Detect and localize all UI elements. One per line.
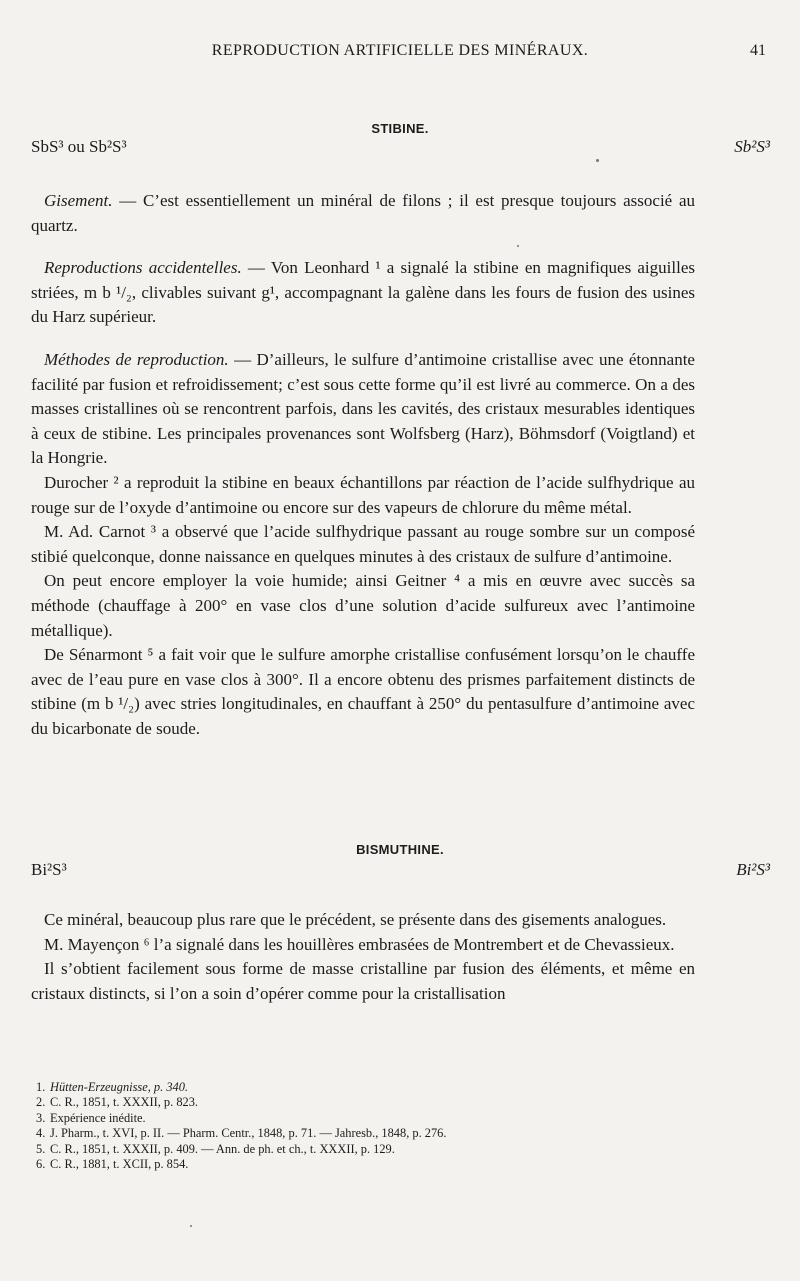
paper-speck: [517, 245, 519, 247]
paper-speck: [596, 159, 599, 162]
bismuthine-text: [31, 908, 695, 1006]
paragraph-text: M. Mayençon ⁶ l’a signalé dans les houillères embrasées de Montrembert et de Chevassieux.: [44, 934, 675, 954]
paragraph-text: M. Ad. Carnot ³ a observé que l’acide sulfhydrique passant au rouge sombre sur un composé stibié quelconque, donne naissance en quelques minutes à des cristaux de sulfure d’antimoine.: [31, 522, 695, 566]
footnote-text: Hütten-Erzeugnisse, p. 340.: [50, 1080, 189, 1094]
footnote: [36, 1142, 696, 1157]
paragraph-carnot: [31, 520, 695, 569]
footnote: [36, 1157, 696, 1172]
paragraph-text: Il s’obtient facilement sous forme de masse cristalline par fusion des éléments, et même en cristaux distincts, si l’on a soin d’opérer comme pour la cristallisation: [31, 959, 695, 1003]
paragraph-fusion: [31, 957, 695, 1006]
paragraph-senarmont: [31, 643, 695, 741]
bismuthine-formula-right: Bi²S³: [736, 860, 770, 879]
footnote: [36, 1111, 696, 1126]
paragraph-text: Ce minéral, beaucoup plus rare que le précédent, se présente dans des gisements analogues.: [44, 910, 667, 929]
section-title-bismuthine: BISMUTHINE.: [356, 842, 444, 857]
running-title: REPRODUCTION ARTIFICIELLE DES MINÉRAUX.: [211, 42, 589, 59]
paragraph-text: On peut encore employer la voie humide; ainsi Geitner ⁴ a mis en œuvre avec succès sa méthode (chauffage à 200° en vase clos d’une solution d’acide sulfureux avec l’antimoine métallique).: [31, 571, 695, 640]
paragraph-text: — Von Leonhard ¹ a signalé la stibine en magnifiques aiguilles striées, m b ¹/₂, clivables suivant g¹, accompagnant la galène dans les fours de fusion des usines du Harz supérieur.: [31, 258, 695, 327]
paragraph-bismuthine-intro: [31, 908, 695, 933]
page-number: 41: [750, 42, 766, 59]
footnote-text: C. R., 1881, t. XCII, p. 854.: [50, 1157, 189, 1172]
stibine-formula-right: Sb²S³: [734, 137, 770, 156]
paragraph-gisement: [31, 189, 695, 238]
paragraph-text: De Sénarmont ⁵ a fait voir que le sulfure amorphe cristallise confusément lorsqu’on le chauffe avec de l’eau pure en vase clos à 300°. Il a encore obtenu des prismes parfaitement distincts de stibine (m b ¹/₂) avec stries longitudinales, en chauffant à 250° du pentasulfure d’antimoine avec du bicarbonate de soude.: [31, 645, 695, 738]
paragraph-durocher: [31, 471, 695, 520]
running-head: [0, 40, 800, 64]
footnote-text: C. R., 1851, t. XXXII, p. 823.: [50, 1095, 198, 1110]
footnote-number: 3.: [36, 1110, 46, 1125]
footnote: [36, 1080, 696, 1095]
footnote: [36, 1095, 696, 1110]
paragraph-mayencon: [31, 933, 695, 958]
paper-speck: [190, 1225, 192, 1227]
footnote-number: 6.: [36, 1157, 46, 1172]
paragraph-geitner: [31, 569, 695, 643]
paragraph-text: Durocher ² a reproduit la stibine en beaux échantillons par réaction de l’acide sulfhydrique au rouge sur de l’oxyde d’antimoine ou encore sur des vapeurs de chlorure du même métal.: [31, 472, 695, 517]
footnote-number: 4.: [36, 1126, 46, 1141]
stibine-formula-left: SbS³ ou Sb²S³: [31, 137, 127, 156]
paragraph-text: — D’ailleurs, le sulfure d’antimoine cristallise avec une étonnante facilité par fusion et refroidissement; c’est sous cette forme qu’il est livré au commerce. On a des masses cristallines où se rencontrent parfois, dans les cavités, des cristaux mesurables identiques à ceux de stibine. Les principales provenances sont Wolfsberg (Harz), Böhmsdorf (Voigtland) et la Hongrie.: [31, 349, 695, 468]
footnote-text: Expérience inédite.: [50, 1110, 146, 1125]
footnote-text: J. Pharm., t. XVI, p. II. — Pharm. Centr., 1848, p. 71. — Jahresb., 1848, p. 276.: [50, 1126, 447, 1141]
stibine-text: [31, 189, 695, 741]
paragraph-text: — C’est essentiellement un minéral de filons ; il est presque toujours associé au quartz.: [31, 191, 695, 235]
section-title-stibine: STIBINE.: [371, 121, 429, 136]
paragraph-methodes: [31, 348, 695, 471]
footnote-number: 2.: [36, 1095, 46, 1110]
footnote: [36, 1126, 696, 1141]
footnote-number: 1.: [36, 1080, 46, 1094]
paragraph-lead: Méthodes de reproduction.: [44, 349, 229, 369]
paragraph-reproductions-accidentelles: [31, 256, 695, 330]
footnote-number: 5.: [36, 1141, 46, 1156]
footnote-text: C. R., 1851, t. XXXII, p. 409. — Ann. de ph. et ch., t. XXXII, p. 129.: [50, 1141, 395, 1156]
paragraph-lead: Gisement.: [44, 191, 113, 210]
footnotes: [36, 1080, 696, 1172]
bismuthine-formula-left: Bi²S³: [31, 860, 67, 879]
paragraph-lead: Reproductions accidentelles.: [44, 258, 242, 278]
